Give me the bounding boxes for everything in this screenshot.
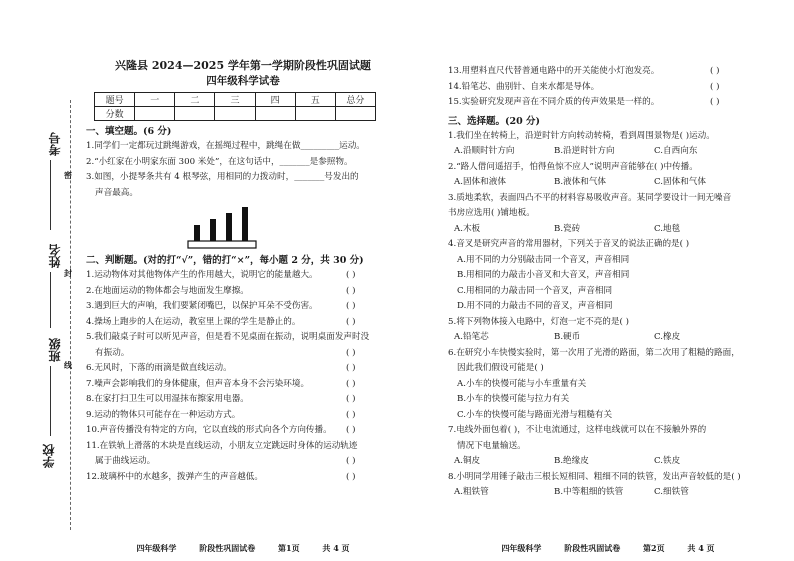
fill-question-1: 1.同学们一定都玩过跳绳游戏，在摇绳过程中，跳绳在做_________运动。: [86, 141, 365, 151]
answer-paren[interactable]: ( ): [346, 347, 356, 358]
choice-question-5: 5.将下列物体接入电路中，灯泡一定不亮的是( ): [448, 316, 629, 327]
score-header-cell: 四: [255, 93, 295, 107]
choice-question-4: 4.音叉是研究声音的常用器材，下列关于音叉的说法正确的是( ): [448, 239, 690, 249]
score-header-cell: 题号: [95, 93, 135, 107]
choice-option[interactable]: A.用不同的力分别敲击同一个音叉，声音相同: [457, 254, 630, 265]
score-cell[interactable]: [175, 107, 215, 121]
answer-paren[interactable]: ( ): [346, 270, 356, 280]
score-header-cell: 总分: [335, 93, 375, 107]
choice-option[interactable]: D.用不同的力敲击不同的音叉，声音相同: [457, 301, 613, 311]
choice-option[interactable]: B.小车的快慢可能与拉力有关: [457, 394, 570, 404]
answer-paren[interactable]: ( ): [346, 363, 356, 373]
page-one-footer: [86, 543, 400, 554]
string-figure: [186, 205, 258, 249]
choice-option[interactable]: A.沿顺时针方向: [454, 146, 515, 156]
choice-option[interactable]: C.固体和气体: [654, 177, 706, 187]
footer-subject: 四年级科学: [136, 543, 177, 553]
judge-question-10: 10.声音传播没有特定的方向，它以直线的形式向各个方向传播。 ( ): [86, 423, 400, 439]
choice-option[interactable]: C.小车的快慢可能与路面光滑与粗糙有关: [457, 409, 613, 420]
footer-exam-name: 阶段性巩固试卷: [564, 543, 621, 553]
choice-option[interactable]: B.瓷砖: [554, 223, 581, 234]
figure-bar-3: [226, 213, 232, 241]
footer-page-number: 第1页: [278, 543, 300, 553]
score-cell[interactable]: [215, 107, 255, 121]
choice-option[interactable]: A.粗铁管: [454, 487, 489, 497]
judge-question-2: 2.在地面运动的物体都会与地面发生摩擦。 ( ): [86, 284, 400, 300]
exam-number-line: [50, 160, 51, 230]
choice-option[interactable]: C.橡皮: [654, 332, 681, 342]
score-row-label: 分数: [95, 107, 135, 121]
judge-question-1: 1.运动物体对其他物体产生的作用越大，说明它的能量越大。 ( ): [86, 268, 400, 284]
footer-subject: 四年级科学: [501, 543, 542, 553]
choice-question-2: 2.“路人借问遥招手，怕得鱼惊不应人”说明声音能够在( )中传播。: [448, 161, 698, 172]
choice-option[interactable]: C.用相同的力敲击同一个音叉，声音相同: [457, 285, 613, 296]
answer-paren[interactable]: ( ): [710, 97, 720, 107]
choice-question-7-cont: 情况下电量输送。: [457, 440, 526, 451]
page-one: [86, 58, 400, 554]
choice-option[interactable]: A.木板: [454, 223, 481, 234]
judge-question-13: 13.用塑料直尺代替普通电路中的开关能使小灯泡发亮。 ( ): [448, 64, 768, 80]
score-header-cell: 五: [295, 93, 335, 107]
section-choice-heading: 三、选择题。(20 分): [448, 115, 541, 127]
choice-option[interactable]: C.自西向东: [654, 146, 698, 156]
name-label: 姓名: [48, 244, 62, 268]
answer-paren[interactable]: ( ): [346, 301, 356, 311]
judge-question-11: 11.在铁轨上滑落的木块是直线运动，小朋友立定跳远时身体的运动轨迹: [86, 440, 358, 451]
choice-option[interactable]: B.沿逆时针方向: [554, 146, 615, 156]
choice-option[interactable]: B.绝缘皮: [554, 456, 589, 466]
name-line: [50, 272, 51, 328]
answer-paren[interactable]: ( ): [346, 456, 356, 466]
footer-exam-name: 阶段性巩固试卷: [199, 543, 256, 553]
answer-paren[interactable]: ( ): [346, 471, 356, 482]
judge-question-12: 12.玻璃杯中的水越多，拨弹产生的声音越低。 ( ): [86, 470, 400, 486]
judge-question-14: 14.铅笔芯、曲别针、自来水都是导体。 ( ): [448, 80, 768, 96]
footer-total-pages: 共 4 页: [687, 543, 715, 553]
choice-option[interactable]: A.铜皮: [454, 456, 481, 466]
choice-options-3: [448, 222, 768, 238]
exam-subtitle: 四年级科学试卷: [206, 75, 280, 87]
choice-option[interactable]: C.地毯: [654, 223, 681, 234]
score-table-score-row: [95, 107, 376, 121]
choice-option[interactable]: A.小车的快慢可能与小车重量有关: [457, 378, 587, 389]
answer-paren[interactable]: ( ): [346, 425, 356, 435]
judge-question-9: 9.运动的物体只可能存在一种运动方式。 ( ): [86, 408, 400, 424]
answer-paren[interactable]: ( ): [710, 66, 720, 76]
class-label: 班级: [48, 338, 62, 362]
section-fill-heading: 一、填空题。(6 分): [86, 126, 172, 137]
page-two: [448, 64, 768, 554]
answer-paren[interactable]: ( ): [346, 394, 356, 404]
judge-question-8: 8.在家打扫卫生可以用湿抹布擦家用电器。 ( ): [86, 392, 400, 408]
choice-question-6-cont: 因此我们假设可能是( ): [457, 363, 544, 373]
class-line: [50, 366, 51, 436]
choice-option[interactable]: B.用相同的力敲击小音叉和大音叉，声音相同: [457, 270, 630, 280]
fill-question-2: 2.“小红家在小明家东面 300 米处”，在这句话中，_______是参照物。: [86, 156, 353, 167]
seal-char-feng: 封: [64, 268, 72, 278]
figure-bar-4: [242, 207, 248, 241]
answer-paren[interactable]: ( ): [346, 285, 356, 296]
fill-question-3-cont: 声音最高。: [95, 187, 138, 198]
footer-page-number: 第2页: [643, 543, 665, 553]
score-header-cell: 三: [215, 93, 255, 107]
school-label: 学校: [42, 444, 56, 468]
choice-question-7: 7.电线外面包着( )，不让电流通过，这样电线就可以在不接触外界的: [448, 425, 707, 435]
answer-paren[interactable]: ( ): [346, 409, 356, 420]
choice-option[interactable]: A.固体和液体: [454, 177, 506, 187]
figure-bar-2: [210, 219, 216, 241]
choice-question-6: 6.在研究小车快慢实验时，第一次用了光滑的路面，第二次用了粗糙的路面，: [448, 347, 740, 358]
choice-question-3: 3.质地柔软，表面四凸不平的材料容易吸收声音。某同学要设计一间无噪音: [448, 192, 732, 203]
choice-option[interactable]: B.硬币: [554, 332, 581, 342]
choice-option[interactable]: B.中等粗细的铁管: [554, 487, 624, 497]
choice-question-8: 8.小明同学用锤子敲击三根长短相同、粗细不同的铁管，发出声音较低的是( ): [448, 471, 741, 482]
page-two-footer: [448, 543, 768, 554]
choice-options-8: [448, 485, 768, 501]
figure-base: [188, 241, 256, 248]
answer-paren[interactable]: ( ): [346, 378, 356, 389]
footer-total-pages: 共 4 页: [322, 543, 350, 553]
choice-options-1: [448, 144, 768, 160]
exam-number-label: 考号: [48, 132, 62, 156]
choice-option[interactable]: C.铁皮: [654, 456, 681, 466]
judge-question-15: 15.实验研究发现声音在不同介质的传声效果是一样的。 ( ): [448, 95, 768, 111]
binding-margin: [0, 0, 86, 561]
score-cell[interactable]: [335, 107, 375, 121]
judge-question-3: 3.遇到巨大的声响，我们要紧闭嘴巴，以保护耳朵不受伤害。 ( ): [86, 299, 400, 315]
judge-question-6: 6.无风时，下落的雨滴是做直线运动。 ( ): [86, 361, 400, 377]
seal-char-xian: 线: [64, 360, 72, 370]
judge-question-5-cont: 有振动。 ( ): [86, 346, 400, 362]
score-header-cell: 一: [135, 93, 175, 107]
seal-dashed-line: [70, 100, 71, 530]
choice-question-3-cont: 书房应选用( )铺地板。: [448, 208, 535, 218]
score-cell[interactable]: [295, 107, 335, 121]
choice-options-2: [448, 175, 768, 191]
judge-question-11-cont: 属于曲线运动。 ( ): [86, 454, 400, 470]
choice-option[interactable]: B.液体和气体: [554, 177, 607, 187]
fill-question-3: 3.如图，小提琴条共有 4 根琴弦，用相同的力拨动时，_______号发出的: [86, 172, 359, 182]
choice-option[interactable]: A.铅笔芯: [454, 332, 489, 342]
judge-question-7: 7.噪声会影响我们的身体健康，但声音本身不会污染环境。 ( ): [86, 377, 400, 393]
score-table: [94, 92, 376, 121]
section-judge-heading: 二、判断题。(对的打“√”，错的打“×”，每小题 2 分，共 30 分): [86, 255, 364, 266]
choice-options-7: [448, 454, 768, 470]
score-cell[interactable]: [135, 107, 175, 121]
judge-question-5: 5.我们敲桌子时可以听见声音，但是看不见桌面在振动，说明桌面发声时没: [86, 332, 370, 342]
choice-options-5: [448, 330, 768, 346]
answer-paren[interactable]: ( ): [710, 81, 720, 92]
score-header-cell: 二: [175, 93, 215, 107]
exam-title: 兴隆县 2024—2025 学年第一学期阶段性巩固试题: [115, 59, 371, 72]
score-table-header-row: [95, 93, 376, 107]
choice-option[interactable]: C.细铁管: [654, 487, 689, 497]
judge-question-4: 4.操场上跑步的人在运动，教室里上课的学生是静止的。 ( ): [86, 315, 400, 331]
figure-bar-1: [194, 225, 200, 241]
choice-question-1: 1.我们坐在转椅上，沿逆时针方向转动转椅，看到周围景物是( )运动。: [448, 130, 715, 141]
answer-paren[interactable]: ( ): [346, 316, 356, 327]
score-cell[interactable]: [255, 107, 295, 121]
seal-char-mi: 密: [64, 170, 72, 180]
